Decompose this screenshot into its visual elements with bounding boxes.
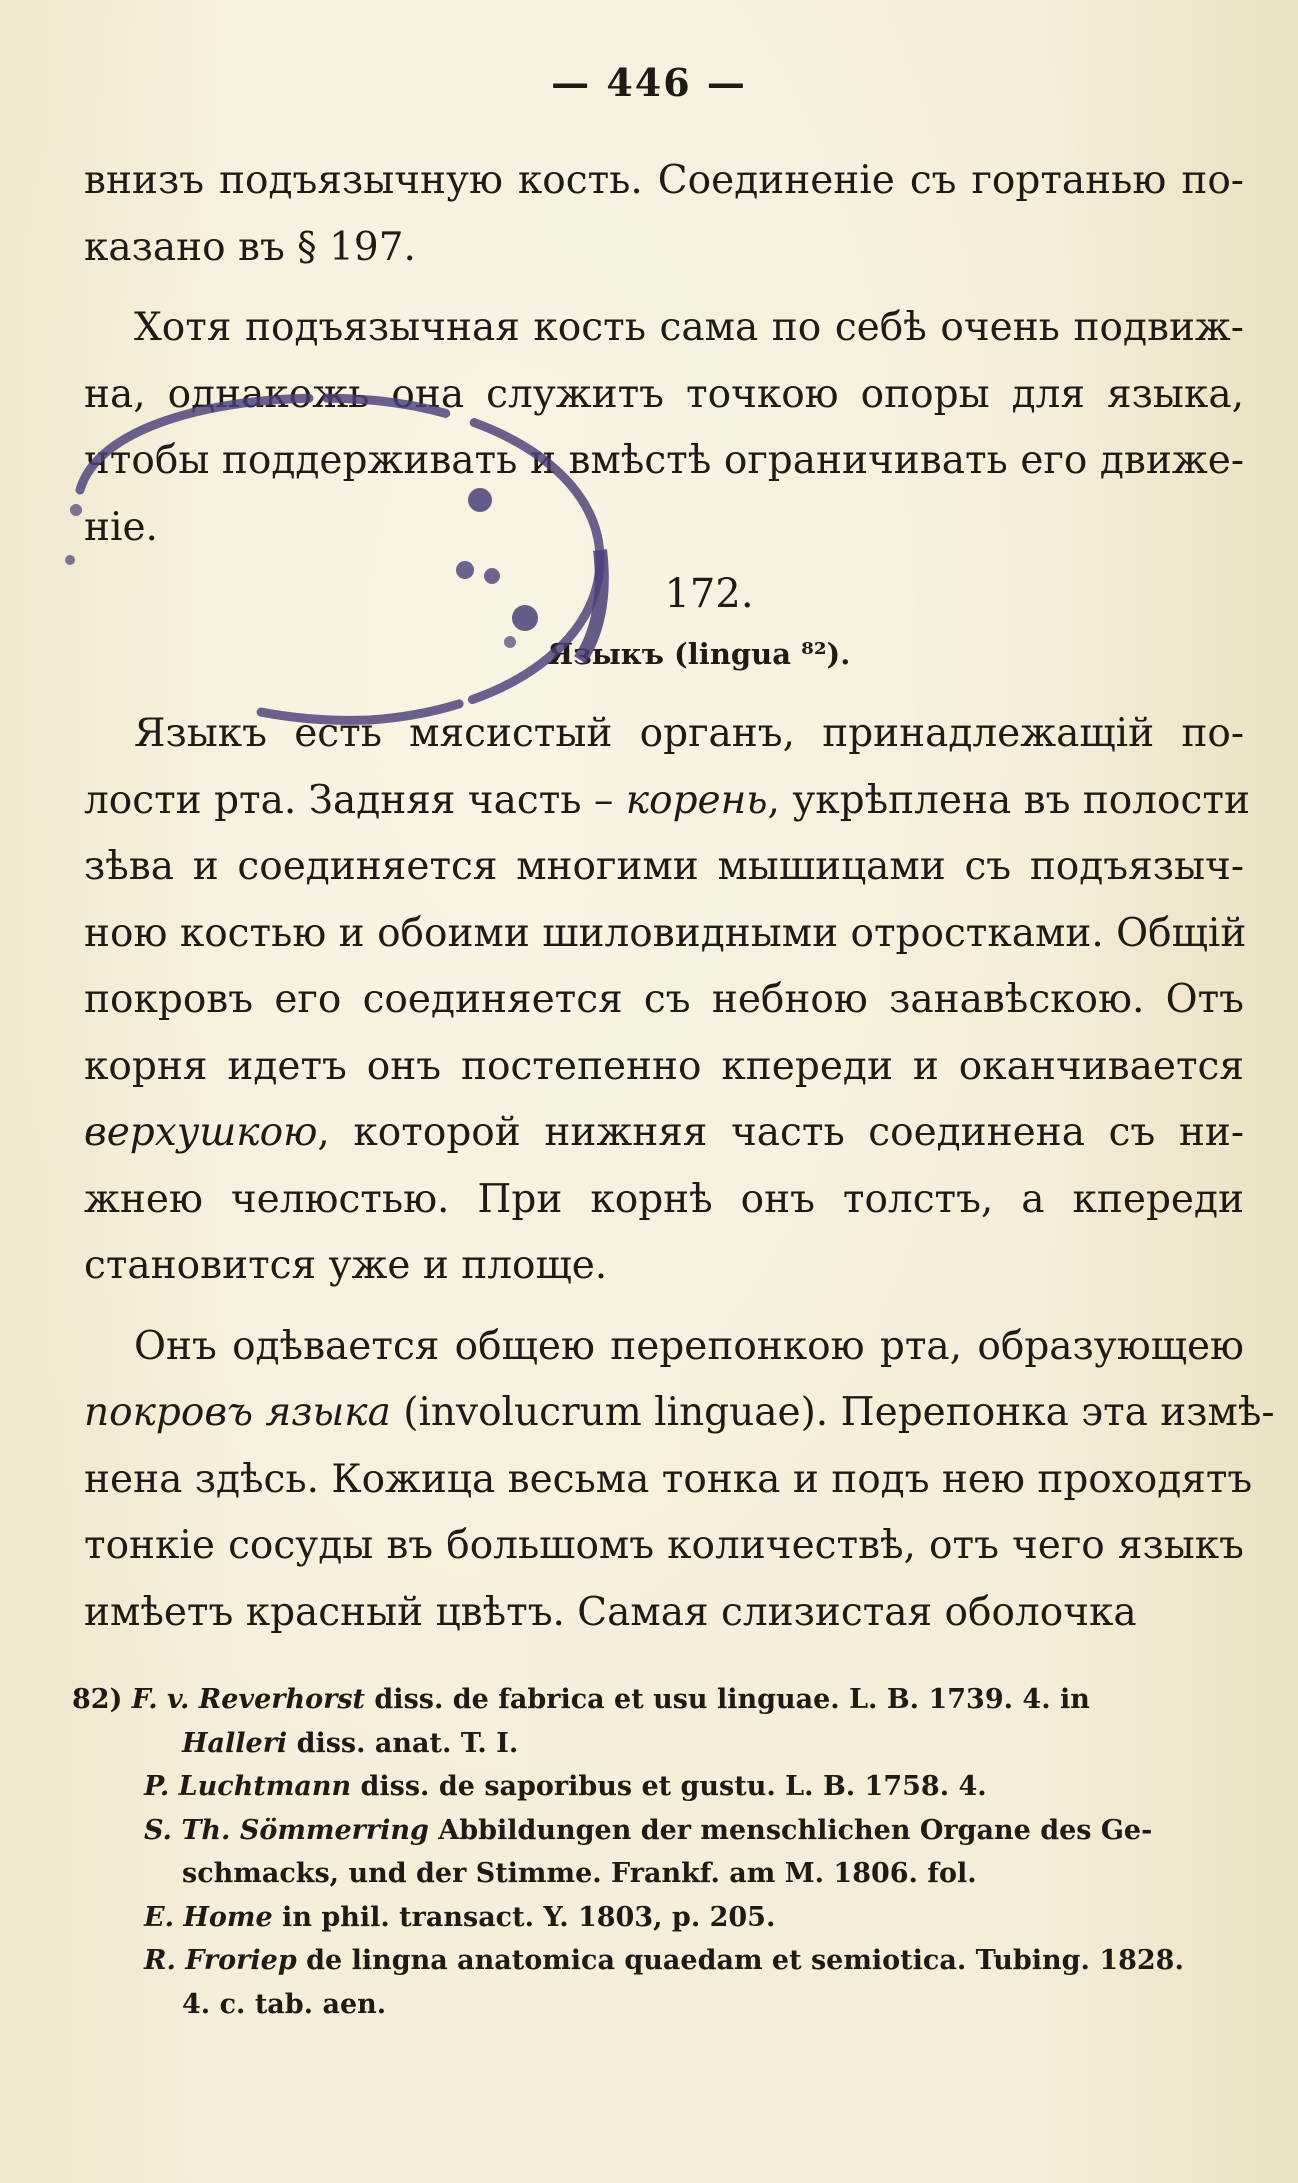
text-run: тонкiе сосуды въ большомъ количествѣ, отъ чего языкъ <box>84 1523 1244 1568</box>
text-line <box>84 1100 1244 1167</box>
text-line: казано въ § 197. <box>84 224 416 270</box>
footnote-line <box>72 1896 1248 1940</box>
text-run: имѣетъ красный цвѣтъ. Самая слизистая оболочка <box>84 1589 1137 1635</box>
footnote-author: F. v. Reverhorst <box>131 1684 366 1715</box>
text-run: корня идетъ онъ постепенно кпереди и оканчивается <box>84 1043 1244 1089</box>
text-line <box>84 1513 1244 1580</box>
text-line <box>84 701 1244 768</box>
footnote-text: diss. de fabrica et usu linguae. L. B. 1739. 4. in <box>365 1684 1090 1715</box>
footnote-text: in phil. transact. Y. 1803, p. 205. <box>272 1901 776 1933</box>
text-line <box>84 1380 1275 1447</box>
paragraph-1 <box>84 148 1244 281</box>
footnote-line <box>72 1678 1248 1722</box>
footnote-text: de lingna anatomica quaedam et semiotica. Tubing. 1828. <box>296 1945 1184 1976</box>
italic-term: корень <box>625 777 768 823</box>
footnote-line <box>72 1939 1248 1983</box>
footnote-text: 4. c. tab. aen. <box>182 1988 387 2020</box>
text-run: ною костью и обоими шиловидными отростками. Общiй <box>84 910 1247 956</box>
text-run: становится уже и площе. <box>84 1243 608 1288</box>
footnote-author: P. Luchtmann <box>144 1771 352 1802</box>
footnotes <box>72 1678 1248 2026</box>
footnote-line <box>72 1852 1248 1896</box>
text-run: Онъ одѣвается общею перепонкою рта, образующею <box>134 1323 1244 1369</box>
footnote-line <box>72 1722 1248 1766</box>
footnote-author: E. Home <box>144 1901 273 1933</box>
text-line <box>84 901 1247 968</box>
paragraph-4 <box>84 1314 1275 1647</box>
text-run: зѣва и соединяется многими мышицами съ подъязыч- <box>84 844 1244 889</box>
paragraph-3 <box>84 701 1250 1300</box>
text-line <box>84 1233 1244 1300</box>
italic-term: верхушкою <box>84 1110 318 1155</box>
text-run: , укрѣплена въ полости <box>767 777 1250 823</box>
text-line <box>84 1447 1253 1514</box>
text-line <box>84 1034 1244 1101</box>
text-line: на, однакожь она служитъ точкою опоры для языка, <box>84 371 1244 417</box>
text-line <box>84 1314 1244 1381</box>
text-line <box>84 967 1244 1034</box>
text-line <box>84 1580 1244 1647</box>
text-line: нiе. <box>84 504 158 550</box>
footnote-number: 82) <box>72 1684 132 1715</box>
footnote-line <box>72 1809 1248 1853</box>
footnote-author: Halleri <box>182 1727 288 1759</box>
text-run: нена здѣсь. Кожица весьма тонка и подъ нею проходятъ <box>84 1456 1253 1502</box>
section-title: Языкъ (lingua ⁸²). <box>547 637 851 671</box>
text-run: Языкъ есть мясистый органъ, принадлежащiй по- <box>134 711 1244 756</box>
footnote-text: diss. anat. T. I. <box>287 1727 519 1759</box>
footnote-text: schmacks, und der Stimme. Frankf. am M. 1806. fol. <box>182 1858 977 1889</box>
italic-term: покровъ языка <box>84 1390 391 1435</box>
text-line: чтобы поддерживать и вмѣстѣ ограничивать его движе- <box>84 438 1244 483</box>
text-line <box>84 768 1250 835</box>
footnote-line <box>72 1983 1248 2027</box>
footnote-text: diss. de saporibus et gustu. L. B. 1758. 4. <box>351 1771 987 1802</box>
text-run: лости рта. Задняя часть – <box>84 777 626 823</box>
text-line: Хотя подъязычная кость сама по себѣ очень подвиж- <box>134 305 1244 350</box>
text-run: покровъ его соединяется съ небною занавѣскою. Отъ <box>84 977 1244 1022</box>
main-text <box>84 148 1275 1646</box>
text-line <box>84 1167 1244 1234</box>
paragraph-2 <box>84 295 1244 561</box>
text-run: жнею челюстью. При корнѣ онъ толстъ, а кпереди <box>84 1176 1244 1222</box>
section-number: 172. <box>664 571 754 617</box>
text-line <box>84 834 1244 901</box>
text-run: , которой нижняя часть соединена съ ни- <box>317 1110 1244 1155</box>
footnote-line <box>72 1765 1248 1809</box>
footnote-author: R. Froriep <box>144 1945 297 1976</box>
text-line: внизъ подъязычную кость. Соединенiе съ гортанью по- <box>84 158 1244 203</box>
footnote-text: Abbildungen der menschlichen Organe des Ge- <box>428 1814 1153 1846</box>
page-number: — 446 — <box>551 60 747 105</box>
footnote-author: S. Th. Sömmerring <box>144 1814 429 1846</box>
text-run: (involucrum linguae). Перепонка эта измѣ- <box>390 1390 1275 1435</box>
